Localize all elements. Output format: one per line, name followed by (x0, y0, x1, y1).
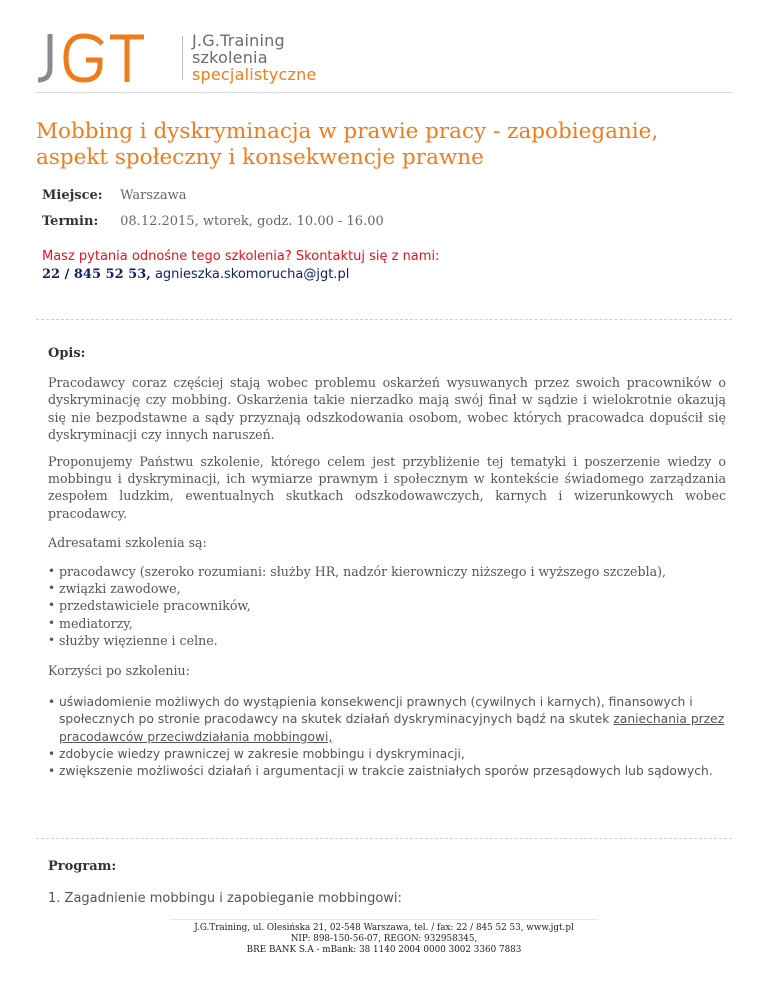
logo-separator (182, 36, 183, 80)
event-meta (42, 187, 384, 239)
contact-email-link[interactable]: agnieszka.skomorucha@jgt.pl (154, 267, 350, 282)
brand-name: J.G.Training (192, 31, 285, 50)
benefits-intro: Korzyści po szkoleniu: (48, 663, 190, 679)
footer-divider (170, 919, 598, 920)
brand-tagline-2: specjalistyczne (192, 65, 317, 84)
header-divider (36, 92, 732, 93)
footer-tax-ids: NIP: 898-150-56-07, REGON: 932958345, (290, 934, 478, 944)
description-paragraph-1: Pracodawcy coraz częściej stają wobec problemu oskarżeń wysuwanych przez swoich pracowników o dyskryminację czy mobbing. Oskarżenia takie nierzadko mają swój finał w sądzie i wielokrotnie okazują się nie bezpodstawne a sądy przyznają odszkodowania osobom, wobec których pracowadca dopuścił się dyskryminacji czy innych naruszeń. (48, 375, 726, 442)
description-heading: Opis: (48, 346, 86, 361)
contact-block (42, 248, 439, 284)
contact-question: Masz pytania odnośne tego szkolenia? Skontaktuj się z nami: (42, 249, 440, 264)
list-item (48, 694, 726, 746)
footer-address: J.G.Training, ul. Olesińska 21, 02-548 Warszawa, tel. / fax: 22 / 845 52 53, www.jgt.pl (194, 923, 574, 933)
list-item: • zdobycie wiedzy prawniczej w zakresie mobbingu i dyskryminacji, (48, 746, 726, 763)
logo-wordmark (192, 32, 317, 83)
meta-place-row (42, 187, 384, 213)
date-label: Termin: (42, 214, 99, 229)
description-paragraph-2: Proponujemy Państwu szkolenie, którego celem jest przybliżenie tej tematyki i poszerzenie wiedzy o mobbingu i dyskryminacji, ich wymiarze prawnym i społecznym w kontekście świadomego zarządzania zespołem ludzkim, ewentualnych skutkach odszkodowawczych, karnych i wizerunkowych wobec pracodawcy. (48, 454, 726, 521)
audience-intro: Adresatami szkolenia są: (48, 534, 207, 550)
list-item: • przedstawiciele pracowników, (48, 597, 726, 614)
audience-list (48, 563, 726, 649)
section-divider (36, 319, 732, 320)
brand-tagline-1: szkolenia (192, 48, 268, 67)
page-title: Mobbing i dyskryminacja w prawie pracy - zapobieganie, aspekt społeczny i konsekwencje prawne (36, 119, 659, 170)
benefit-1-text: uświadomienie możliwych do wystąpienia konsekwencji prawnych (cywilnych i karnych), finansowych i społecznych po stronie pracodawcy na skutek działań dyskryminacyjnych bądź na skutek (59, 695, 693, 727)
benefit-1-underlined: zaniechania przez pracodawców przeciwdziałania mobbingowi, (59, 712, 725, 744)
place-value: Warszawa (120, 188, 187, 203)
footer (0, 923, 768, 956)
description-section (48, 345, 726, 780)
date-value: 08.12.2015, wtorek, godz. 10.00 - 16.00 (120, 214, 384, 229)
list-item: • mediatorzy, (48, 615, 726, 632)
contact-phone: 22 / 845 52 53, (42, 267, 151, 282)
jgt-logo (36, 32, 146, 84)
list-item: • związki zawodowe, (48, 580, 726, 597)
section-divider (36, 838, 732, 839)
list-item: • zwiększenie możliwości działań i argumentacji w trakcie zaistniałych sporów przesądowych lub sądowych. (48, 763, 726, 780)
list-item: • pracodawcy (szeroko rozumiani: służby HR, nadzór kierowniczy niższego i wyższego szczebla), (48, 563, 726, 580)
place-label: Miejsce: (42, 188, 103, 203)
program-item-1: 1. Zagadnienie mobbingu i zapobieganie mobbingowi: (48, 891, 402, 906)
list-item: • służby więzienne i celne. (48, 632, 726, 649)
header (36, 30, 732, 90)
benefits-list (48, 694, 726, 780)
meta-date-row (42, 213, 384, 239)
footer-bank: BRE BANK S.A - mBank: 38 1140 2004 0000 3002 3360 7883 (246, 945, 522, 955)
program-heading: Program: (48, 859, 117, 874)
